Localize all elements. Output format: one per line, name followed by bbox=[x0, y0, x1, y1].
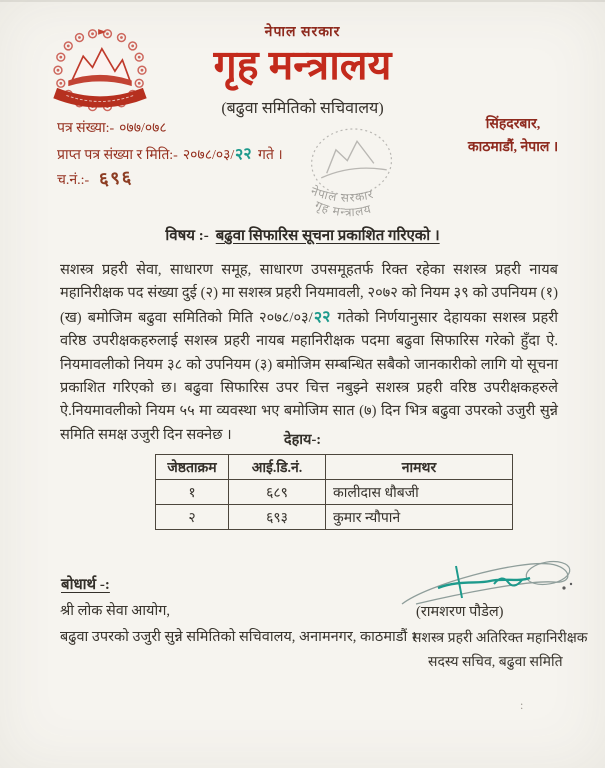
government-name: नेपाल सरकार bbox=[264, 25, 341, 40]
secretariat-name: (बढुवा समितिको सचिवालय) bbox=[221, 100, 384, 118]
ministry-seal-stamp bbox=[280, 124, 426, 236]
body-text-after-date: गतेको निर्णयानुसार देहायका सशस्त्र प्रहरी वरिष्ठ उपरीक्षकहरुलाई सशस्त्र प्रहरी नायब महानिरीक्षक पदमा बढुवा सिफारिस गरेको हुँदा ऐ. नियमावलीको नियम ३८ को उपनियम (३) बमोजिम सम्बन्धित सबैको जानकारीको लागि यो सूचना प्रकाशित गरिएको छ। बढुवा सिफारिस उपर चित्त नबुझ्ने सशस्त्र प्रहरी वरिष्ठ उपरीक्षकहरुले ऐ.नियमावलीको नियम ५५ मा व्यवस्था भए बमोजिम सात (७) दिन भित्र बढुवा उपरको उजुरी सुन्ने समिति समक्ष उजुरी दिन सक्नेछ । bbox=[60, 309, 558, 443]
letter-meta bbox=[57, 118, 283, 190]
body-date-handwritten: २२ bbox=[312, 308, 332, 327]
chalani-number-row bbox=[57, 166, 283, 190]
scan-artifact: : bbox=[520, 698, 524, 712]
body-paragraph bbox=[60, 259, 558, 447]
cell-seniority: २ bbox=[156, 505, 229, 530]
cell-id-number: ६८९ bbox=[229, 480, 326, 505]
header-id-number: आई.डि.नं. bbox=[229, 455, 326, 480]
dehaya-label: देहाय-: bbox=[283, 432, 322, 448]
letter-number-value: ०७७/०७८ bbox=[119, 121, 167, 136]
table-row bbox=[156, 505, 513, 530]
letterhead bbox=[110, 22, 495, 118]
cc-heading: बोधार्थ -: bbox=[61, 577, 110, 593]
received-date-label: प्राप्त पत्र संख्या र मिति:- bbox=[57, 148, 178, 163]
office-address bbox=[437, 113, 589, 159]
stamp-text-line1: नेपाल सरकार bbox=[308, 183, 376, 205]
body-text-before-date: सशस्त्र प्रहरी सेवा, साधारण समूह, साधारण उपसमूहतर्फ रिक्त रहेका सशस्त्र प्रहरी नायब महानिरीक्षक पद संख्या दुई (२) मा सशस्त्र प्रहरी नियमावली, २०७२ को नियम ३९ को उपनियम (१) (ख) बमोजिम बढुवा समितिको मिति २०७८/०३/ bbox=[60, 262, 558, 326]
address-line2: काठमाडौं, नेपाल । bbox=[467, 140, 559, 155]
cell-name: कुमार न्यौपाने bbox=[326, 505, 513, 530]
received-date-handwritten: २२ bbox=[234, 145, 253, 164]
table-row bbox=[156, 480, 513, 505]
promotion-table bbox=[155, 454, 513, 530]
signer-role: सदस्य सचिव, बढुवा समिति bbox=[428, 655, 563, 670]
cell-seniority: १ bbox=[156, 480, 229, 505]
chalani-number-handwritten: ६९६ bbox=[98, 166, 134, 190]
subject-line bbox=[0, 225, 605, 245]
cc-recipient-address: बढुवा उपरको उजुरी सुन्ने समितिको सचिवालय, अनामनगर, काठमाडौं । bbox=[60, 629, 417, 645]
header-name: नामथर bbox=[326, 455, 513, 480]
cc-recipient: श्री लोक सेवा आयोग, bbox=[60, 603, 171, 619]
signer-name: (रामशरण पौडेल) bbox=[416, 604, 504, 620]
letter-number-label: पत्र संख्या:- bbox=[57, 121, 115, 136]
subject-text: बढुवा सिफारिस सूचना प्रकाशित गरिएको । bbox=[215, 228, 440, 244]
stamp-text-line2: गृह मन्त्रालय bbox=[312, 198, 374, 220]
chalani-label: च.नं.:- bbox=[57, 173, 90, 188]
signer-title: सशस्त्र प्रहरी अतिरिक्त महानिरीक्षक bbox=[412, 631, 588, 646]
received-date-row bbox=[57, 142, 283, 166]
letter-number-row bbox=[57, 118, 283, 142]
ministry-name: गृह मन्त्रालय bbox=[213, 42, 392, 88]
header-seniority: जेष्ठताक्रम bbox=[156, 455, 229, 480]
received-date-printed: २०७८/०३/ bbox=[182, 148, 235, 163]
table-header-row bbox=[156, 455, 513, 480]
received-date-suffix: गते । bbox=[257, 148, 283, 163]
cell-id-number: ६९३ bbox=[229, 505, 326, 530]
subject-label: विषय :- bbox=[165, 228, 209, 244]
address-line1: सिंहदरबार, bbox=[485, 117, 541, 132]
cell-name: कालीदास धौबजी bbox=[326, 480, 513, 505]
